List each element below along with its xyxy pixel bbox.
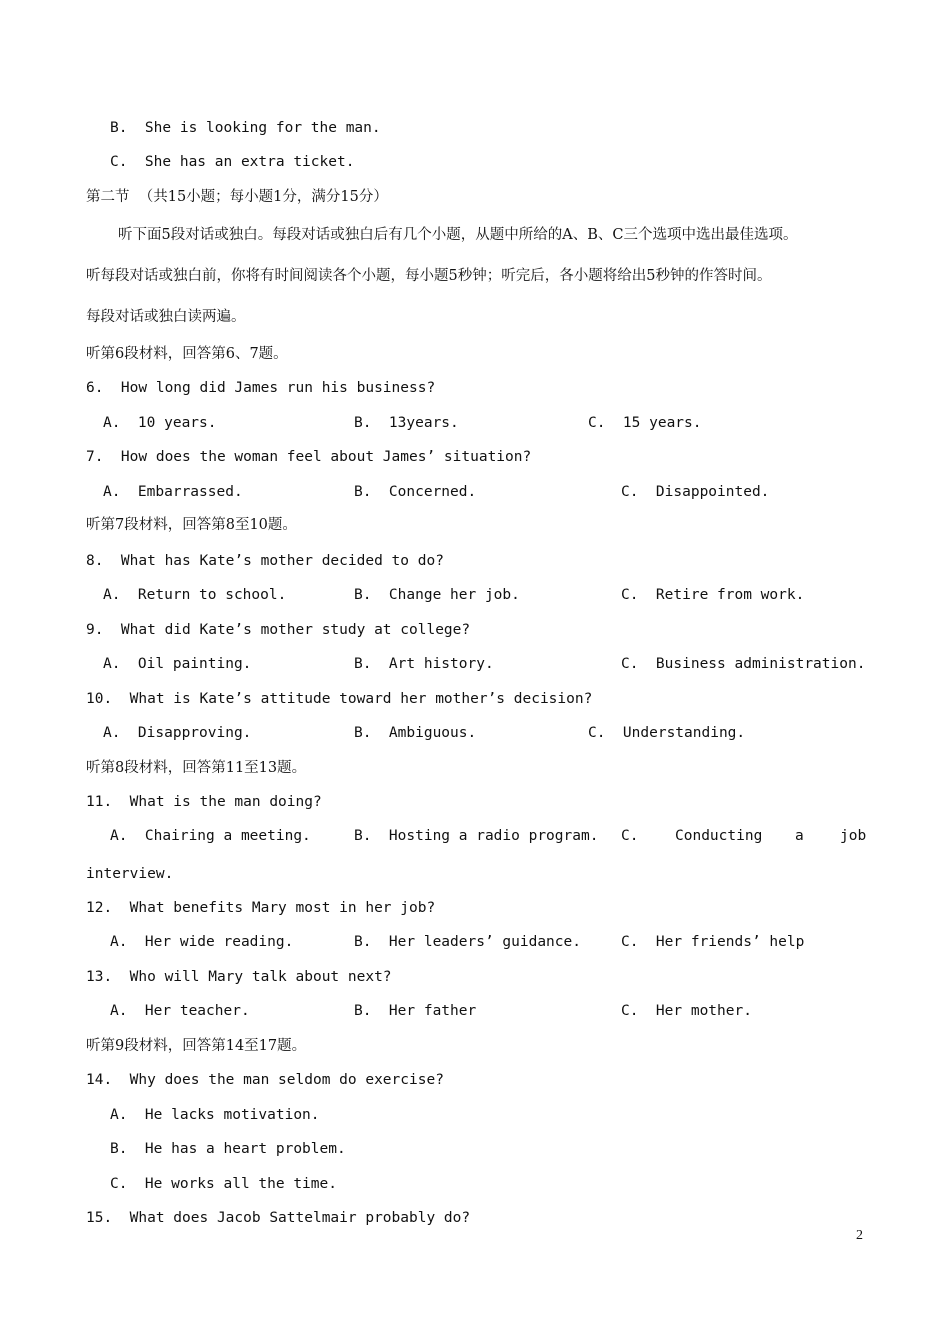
page-number: 2 bbox=[856, 1228, 863, 1243]
q9-option-c: C. Business administration. bbox=[621, 656, 866, 672]
segment-heading: 听第8段材料，回答第11至13题。 bbox=[86, 760, 307, 776]
q11-option-c-word: job bbox=[840, 828, 867, 844]
question-9: 9. What did Kate’s mother study at college? bbox=[86, 622, 471, 638]
question-10: 10. What is Kate’s attitude toward her mother’s decision? bbox=[86, 691, 593, 707]
instruction-line-1: 听下面5段对话或独白。每段对话或独白后有几个小题，从题中所给的A、B、C三个选项中选出最佳选项。 bbox=[118, 227, 798, 243]
question-15: 15. What does Jacob Sattelmair probably do? bbox=[86, 1210, 471, 1226]
q10-option-b: B. Ambiguous. bbox=[354, 725, 477, 741]
option-c: C. She has an extra ticket. bbox=[110, 154, 355, 170]
question-8: 8. What has Kate’s mother decided to do? bbox=[86, 553, 444, 569]
segment-heading: 听第6段材料，回答第6、7题。 bbox=[86, 346, 288, 362]
segment-heading: 听第7段材料，回答第8至10题。 bbox=[86, 517, 297, 533]
q10-option-c: C. Understanding. bbox=[588, 725, 746, 741]
q11-option-c-continued: interview. bbox=[86, 866, 174, 882]
q14-option-a: A. He lacks motivation. bbox=[110, 1107, 320, 1123]
instruction-line-3: 每段对话或独白读两遍。 bbox=[86, 309, 246, 325]
q11-option-a: A. Chairing a meeting. bbox=[110, 828, 311, 844]
question-12: 12. What benefits Mary most in her job? bbox=[86, 900, 436, 916]
q6-option-c: C. 15 years. bbox=[588, 415, 702, 431]
question-14: 14. Why does the man seldom do exercise? bbox=[86, 1072, 444, 1088]
question-13: 13. Who will Mary talk about next? bbox=[86, 969, 392, 985]
q8-option-a: A. Return to school. bbox=[103, 587, 287, 603]
question-6: 6. How long did James run his business? bbox=[86, 380, 436, 396]
instruction-line-2: 听每段对话或独白前，你将有时间阅读各个小题，每小题5秒钟；听完后，各小题将给出5秒钟的作答时间。 bbox=[86, 268, 772, 284]
q14-option-b: B. He has a heart problem. bbox=[110, 1141, 346, 1157]
q8-option-b: B. Change her job. bbox=[354, 587, 520, 603]
q13-option-a: A. Her teacher. bbox=[110, 1003, 250, 1019]
q12-option-a: A. Her wide reading. bbox=[110, 934, 294, 950]
q12-option-c: C. Her friends’ help bbox=[621, 934, 805, 950]
q11-option-c-letter: C. bbox=[621, 828, 639, 844]
q14-option-c: C. He works all the time. bbox=[110, 1176, 337, 1192]
segment-heading: 听第9段材料，回答第14至17题。 bbox=[86, 1038, 307, 1054]
q11-option-b: B. Hosting a radio program. bbox=[354, 828, 599, 844]
q10-option-a: A. Disapproving. bbox=[103, 725, 252, 741]
question-11: 11. What is the man doing? bbox=[86, 794, 322, 810]
q8-option-c: C. Retire from work. bbox=[621, 587, 805, 603]
option-b: B. She is looking for the man. bbox=[110, 120, 381, 136]
section-title: 第二节 （共15小题；每小题1分，满分15分） bbox=[86, 189, 388, 205]
q7-option-b: B. Concerned. bbox=[354, 484, 477, 500]
q7-option-a: A. Embarrassed. bbox=[103, 484, 243, 500]
q13-option-c: C. Her mother. bbox=[621, 1003, 752, 1019]
q12-option-b: B. Her leaders’ guidance. bbox=[354, 934, 581, 950]
question-7: 7. How does the woman feel about James’ situation? bbox=[86, 449, 532, 465]
q6-option-b: B. 13years. bbox=[354, 415, 459, 431]
q6-option-a: A. 10 years. bbox=[103, 415, 217, 431]
q11-option-c-word: Conducting bbox=[675, 828, 763, 844]
q9-option-b: B. Art history. bbox=[354, 656, 494, 672]
q11-option-c-word: a bbox=[795, 828, 804, 844]
q9-option-a: A. Oil painting. bbox=[103, 656, 252, 672]
q7-option-c: C. Disappointed. bbox=[621, 484, 770, 500]
q13-option-b: B. Her father bbox=[354, 1003, 477, 1019]
